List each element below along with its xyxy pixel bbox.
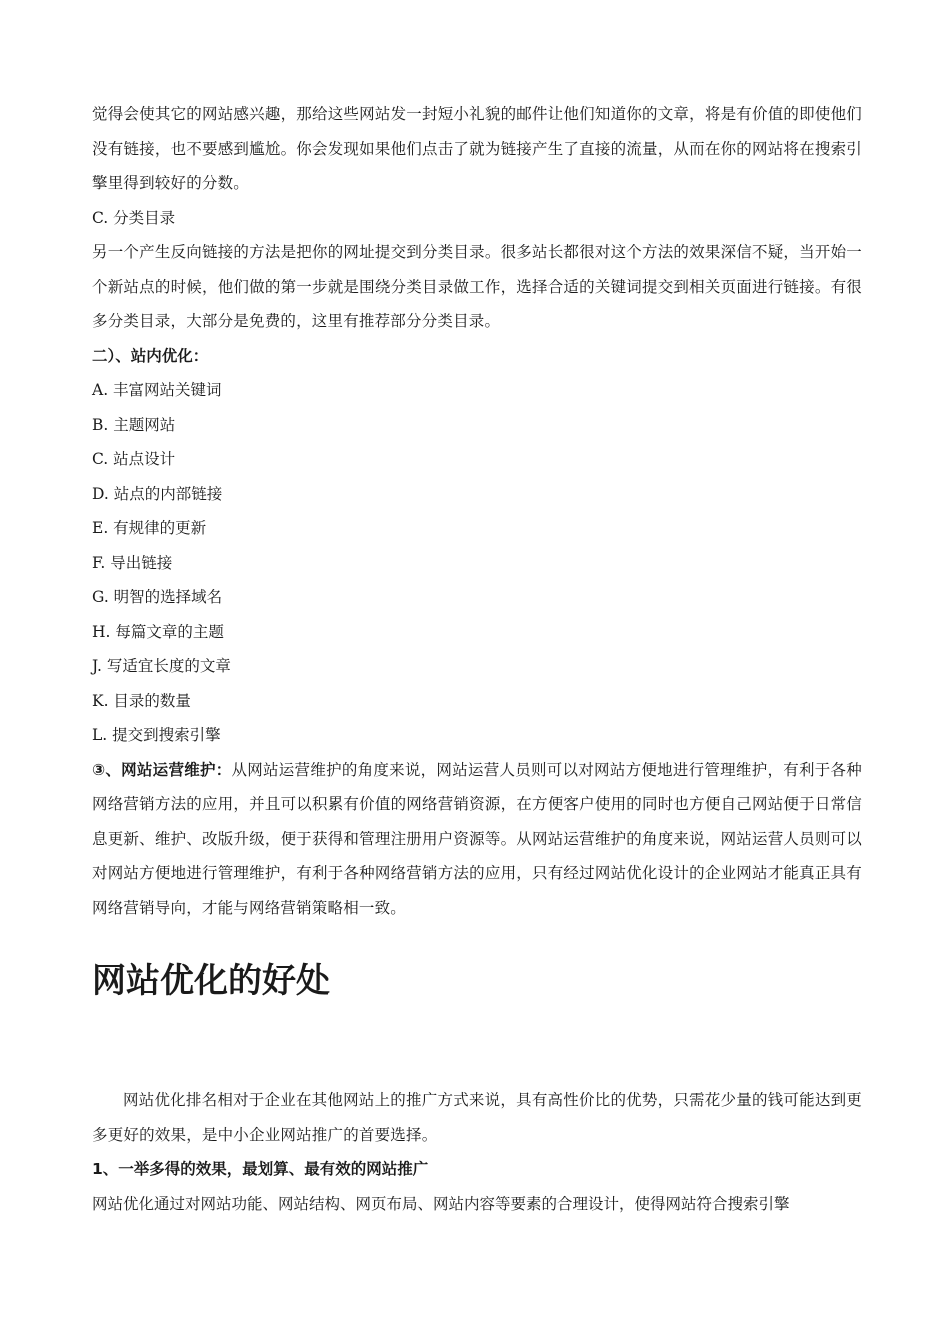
operations-text: 从网站运营维护的角度来说，网站运营人员则可以对网站方便地进行管理维护，有利于各种网络营销方法的应用，并且可以积累有价值的网络营销资源，在方便客户使用的同时也方便自己网站便于日常信息更新、维护、改版升级，便于获得和管理注册用户资源等。从网站运营维护的角度来说，网站运营人员则可以对网站方便地进行管理维护，有利于各种网络营销方法的应用，只有经过网站优化设计的企业网站才能真正具有网络营销导向，才能与网络营销策略相一致。: [92, 760, 862, 917]
catalog-label: C. 分类目录: [92, 208, 176, 227]
list-item: E. 有规律的更新: [92, 519, 207, 537]
list-item: D. 站点的内部链接: [92, 484, 223, 503]
list-item: G. 明智的选择域名: [92, 588, 223, 606]
benefits-intro: 网站优化排名相对于企业在其他网站上的推广方式来说，具有高性价比的优势，只需花少量的钱可能达到更多更好的效果，是中小企业网站推广的首要选择。: [92, 1091, 862, 1144]
onsite-heading: 二）、站内优化：: [92, 346, 209, 365]
benefits-title: 网站优化的好处: [92, 961, 330, 1001]
list-item: B. 主题网站: [92, 415, 176, 434]
list-item: F. 导出链接: [92, 553, 173, 572]
point1-heading: 1、一举多得的效果，最划算、最有效的网站推广: [92, 1160, 429, 1178]
list-item: A. 丰富网站关键词: [92, 381, 222, 399]
document-page: [92, 97, 862, 1221]
list-item: L. 提交到搜索引擎: [92, 726, 221, 744]
paragraph-directory: 另一个产生反向链接的方法是把你的网址提交到分类目录。很多站长都很对这个方法的效果深信不疑，当开始一个新站点的时候，他们做的第一步就是围绕分类目录做工作，选择合适的关键词提交到相关页面进行链接。有很多分类目录，大部分是免费的，这里有推荐部分分类目录。: [92, 243, 862, 330]
paragraph-operations: [92, 753, 862, 926]
onsite-list: [92, 373, 862, 753]
list-item: J. 写适宜长度的文章: [92, 657, 231, 675]
list-item: K. 目录的数量: [92, 691, 191, 710]
list-item: H. 每篇文章的主题: [92, 622, 224, 641]
list-item: C. 站点设计: [92, 450, 176, 468]
point1-text: 网站优化通过对网站功能、网站结构、网页布局、网站内容等要素的合理设计，使得网站符合搜索引擎: [92, 1194, 790, 1213]
paragraph-email-links: 觉得会使其它的网站感兴趣，那给这些网站发一封短小礼貌的邮件让他们知道你的文章，将是有价值的即使他们没有链接，也不要感到尴尬。你会发现如果他们点击了就为链接产生了直接的流量，从而在你的网站将在搜索引擎里得到较好的分数。: [92, 105, 862, 192]
operations-label: ③、网站运营维护：: [92, 760, 232, 779]
